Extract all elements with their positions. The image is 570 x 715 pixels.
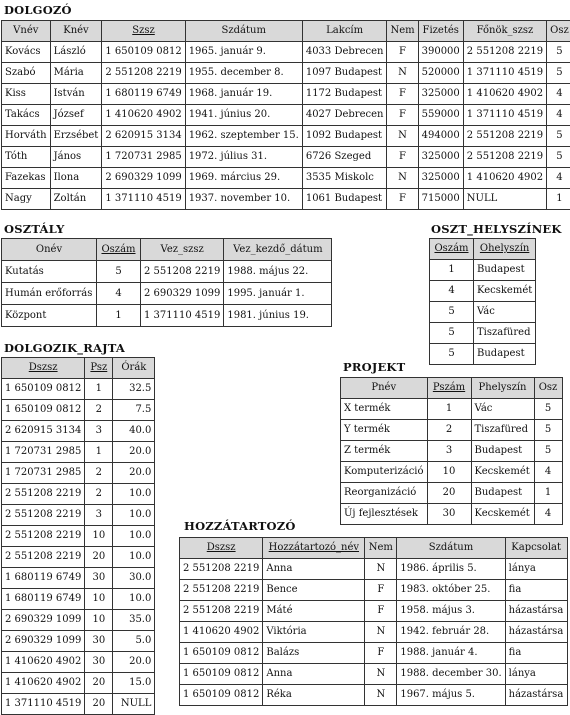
table-cell: 2 [85,400,113,421]
table-cell: 2 551208 2219 [102,63,185,84]
table-cell: 1061 Budapest [302,189,387,210]
table-cell: lánya [505,664,567,685]
table-cell: 4 [534,504,562,525]
hozzatartozo-header-row [180,538,568,559]
table-cell: 1 650109 0812 [180,643,263,664]
table-cell: 1955. december 8. [185,63,302,84]
column-header: Vez_kezdő_dátum [224,239,332,261]
table-cell: 20.0 [113,463,155,484]
column-header: Vez_szsz [141,239,224,261]
table-cell: 10.0 [113,589,155,610]
table-cell: 1 410620 4902 [180,622,263,643]
table-cell: Tóth [2,147,51,168]
table-cell: 1 410620 4902 [2,673,85,694]
table-cell: 1 410620 4902 [463,84,546,105]
column-header: Psz [85,358,113,379]
table-cell: 2 620915 3134 [102,126,185,147]
dolgozik-rajta-title: DOLGOZIK_RAJTA [4,341,125,355]
table-cell: 1 680119 6749 [2,589,85,610]
table-cell: 1983. október 25. [397,580,505,601]
table-row [2,673,155,694]
table-cell: 20 [427,483,471,504]
column-header: Kapcsolat [505,538,567,559]
table-row [2,42,570,63]
dolgozik-rajta-table [1,357,155,715]
column-header: Vnév [2,21,51,42]
table-cell: Központ [2,305,97,327]
column-header: Szdátum [397,538,505,559]
table-cell: 2 [85,484,113,505]
table-cell: 15.0 [113,673,155,694]
table-cell: Budapest [474,344,536,365]
table-row [2,505,155,526]
table-cell: Kiss [2,84,51,105]
table-cell: József [50,105,102,126]
table-cell: lánya [505,559,567,580]
table-row [2,261,332,283]
table-cell: 40.0 [113,421,155,442]
table-cell: N [365,664,397,685]
column-header: Fizetés [418,21,463,42]
table-cell: 4033 Debrecen [302,42,387,63]
table-cell: Új fejlesztések [341,504,428,525]
table-cell: 10.0 [113,526,155,547]
table-row [2,589,155,610]
table-cell: 5 [547,147,570,168]
table-cell: 325000 [418,168,463,189]
table-cell: 2 551208 2219 [463,42,546,63]
table-cell: 30 [427,504,471,525]
table-cell: 2 551208 2219 [2,547,85,568]
table-cell: 1 [534,483,562,504]
table-cell: 3 [427,441,471,462]
table-cell: házastársa [505,622,567,643]
table-row [430,260,536,281]
table-cell: Horváth [2,126,51,147]
table-row [180,601,568,622]
table-row [2,568,155,589]
table-row [2,694,155,715]
osztaly-table [1,238,332,327]
table-cell: László [50,42,102,63]
table-cell: 1942. február 28. [397,622,505,643]
table-cell: 6726 Szeged [302,147,387,168]
table-cell: 2 [427,420,471,441]
table-row [2,652,155,673]
table-cell: 325000 [418,84,463,105]
table-cell: 2 690329 1099 [102,168,185,189]
table-cell: 1 [430,260,474,281]
table-cell: 1 [547,189,570,210]
table-cell: 2 690329 1099 [2,610,85,631]
table-cell: Komputerizáció [341,462,428,483]
table-cell: 10.0 [113,505,155,526]
table-cell: 1092 Budapest [302,126,387,147]
table-cell: 1172 Budapest [302,84,387,105]
dolgozo-table [1,20,570,210]
table-cell: 1972. július 31. [185,147,302,168]
table-cell: 494000 [418,126,463,147]
table-row [430,344,536,365]
table-cell: Kecskemét [471,462,534,483]
table-cell: 520000 [418,63,463,84]
table-cell: 32.5 [113,379,155,400]
oszt-helyszinek-title: OSZT_HELYSZÍNEK [431,222,562,236]
table-cell: 1988. január 4. [397,643,505,664]
table-cell: Viktória [263,622,365,643]
table-row [2,463,155,484]
table-cell: Fazekas [2,168,51,189]
table-cell: 1967. május 5. [397,685,505,706]
table-cell: F [387,147,418,168]
table-cell: 5 [534,441,562,462]
table-cell: Kecskemét [474,281,536,302]
table-row [430,281,536,302]
table-cell: Tiszafüred [471,420,534,441]
table-cell: 1941. június 20. [185,105,302,126]
table-cell: Erzsébet [50,126,102,147]
table-cell: X termék [341,399,428,420]
dolgozo-header-row [2,21,570,42]
table-row [180,622,568,643]
table-cell: házastársa [505,601,567,622]
table-cell: 10.0 [113,547,155,568]
table-cell: 2 551208 2219 [180,580,263,601]
table-cell: 1965. január 9. [185,42,302,63]
oszt-helyszinek-table [429,238,536,365]
table-cell: 30 [85,631,113,652]
column-header: Oszám [430,239,474,260]
table-cell: Kovács [2,42,51,63]
table-cell: F [365,601,397,622]
table-cell: 2 551208 2219 [2,526,85,547]
table-cell: N [365,685,397,706]
table-cell: 20.0 [113,442,155,463]
column-header: Főnök_szsz [463,21,546,42]
table-cell: Vác [471,399,534,420]
table-cell: F [387,84,418,105]
table-cell: 10 [427,462,471,483]
table-cell: N [387,63,418,84]
table-cell: 4 [547,84,570,105]
table-cell: 5 [430,344,474,365]
table-cell: 1 371110 4519 [463,105,546,126]
osztaly-header-row [2,239,332,261]
table-cell: Máté [263,601,365,622]
projekt-header-row [341,378,563,399]
table-cell: N [387,126,418,147]
table-cell: 2 [85,463,113,484]
table-row [2,305,332,327]
table-cell: F [387,189,418,210]
table-cell: 715000 [418,189,463,210]
column-header: Osz [534,378,562,399]
column-header: Szdátum [185,21,302,42]
table-cell: 2 551208 2219 [180,601,263,622]
table-row [2,189,570,210]
table-cell: Humán erőforrás [2,283,97,305]
table-cell: 1962. szeptember 15. [185,126,302,147]
table-row [341,441,563,462]
table-cell: 2 551208 2219 [463,126,546,147]
column-header: Ohelyszín [474,239,536,260]
table-cell: 1 371110 4519 [2,694,85,715]
table-row [341,483,563,504]
column-header: Pnév [341,378,428,399]
column-header: Nem [365,538,397,559]
table-cell: Budapest [471,483,534,504]
table-cell: 1937. november 10. [185,189,302,210]
table-cell: Tiszafüred [474,323,536,344]
table-row [341,504,563,525]
table-cell: 1 650109 0812 [102,42,185,63]
table-cell: 390000 [418,42,463,63]
table-cell: F [387,105,418,126]
table-cell: 2 551208 2219 [463,147,546,168]
table-cell: 3 [85,421,113,442]
column-header: Onév [2,239,97,261]
table-row [2,484,155,505]
table-cell: 2 551208 2219 [141,261,224,283]
table-cell: 2 690329 1099 [2,631,85,652]
table-cell: fia [505,580,567,601]
table-cell: 1 410620 4902 [2,652,85,673]
hozzatartozo-title: HOZZÁTARTOZÓ [184,519,296,533]
table-cell: 30 [85,652,113,673]
table-cell: 10 [85,589,113,610]
table-cell: 4027 Debrecen [302,105,387,126]
table-cell: 7.5 [113,400,155,421]
table-cell: 1 371110 4519 [463,63,546,84]
table-row [2,84,570,105]
dolgozik-rajta-header-row [2,358,155,379]
table-row [180,685,568,706]
table-cell: 1 680119 6749 [102,84,185,105]
table-cell: János [50,147,102,168]
table-cell: Ilona [50,168,102,189]
table-cell: 10 [85,526,113,547]
table-cell: fia [505,643,567,664]
table-cell: 1 650109 0812 [180,685,263,706]
table-cell: F [365,580,397,601]
table-cell: Balázs [263,643,365,664]
table-cell: 1 680119 6749 [2,568,85,589]
column-header: Dszsz [180,538,263,559]
table-cell: 1 [85,379,113,400]
table-cell: 1 650109 0812 [2,379,85,400]
table-row [2,126,570,147]
table-cell: 1981. június 19. [224,305,332,327]
table-cell: 1 720731 2985 [102,147,185,168]
table-cell: Takács [2,105,51,126]
table-cell: 1 720731 2985 [2,463,85,484]
table-row [2,63,570,84]
table-row [2,379,155,400]
table-cell: Kutatás [2,261,97,283]
table-cell: Kecskemét [471,504,534,525]
table-cell: 325000 [418,147,463,168]
table-row [2,400,155,421]
oszt-helyszinek-header-row [430,239,536,260]
table-row [2,547,155,568]
table-cell: 1 371110 4519 [141,305,224,327]
table-cell: 1 [97,305,141,327]
table-cell: 5 [430,323,474,344]
table-cell: Y termék [341,420,428,441]
table-cell: 30.0 [113,568,155,589]
table-row [2,526,155,547]
column-header: Nem [387,21,418,42]
table-cell: N [365,559,397,580]
table-row [180,559,568,580]
table-cell: 1958. május 3. [397,601,505,622]
table-cell: Mária [50,63,102,84]
table-cell: N [387,168,418,189]
table-cell: István [50,84,102,105]
column-header: Szsz [102,21,185,42]
table-cell: házastársa [505,685,567,706]
table-row [2,283,332,305]
table-row [341,399,563,420]
projekt-title: PROJEKT [343,360,405,374]
table-cell: 1 [85,442,113,463]
table-cell: 5.0 [113,631,155,652]
table-cell: Anna [263,664,365,685]
table-row [2,610,155,631]
table-cell: Vác [474,302,536,323]
table-cell: Nagy [2,189,51,210]
column-header: Knév [50,21,102,42]
table-row [180,580,568,601]
table-row [341,462,563,483]
table-cell: F [387,42,418,63]
table-cell: 4 [430,281,474,302]
table-row [2,442,155,463]
table-cell: Szabó [2,63,51,84]
table-cell: N [365,622,397,643]
table-cell: 2 551208 2219 [180,559,263,580]
table-cell: 1 [427,399,471,420]
table-cell: 4 [547,105,570,126]
table-cell: 20 [85,673,113,694]
table-cell: 2 620915 3134 [2,421,85,442]
table-cell: Z termék [341,441,428,462]
table-cell: 1 720731 2985 [2,442,85,463]
table-cell: Reorganizáció [341,483,428,504]
table-cell: 20 [85,694,113,715]
table-cell: Réka [263,685,365,706]
table-cell: 5 [547,63,570,84]
table-cell: 559000 [418,105,463,126]
table-cell: NULL [113,694,155,715]
column-header: Osz [547,21,570,42]
table-cell: 20 [85,547,113,568]
table-cell: 1097 Budapest [302,63,387,84]
table-cell: 1969. március 29. [185,168,302,189]
table-row [180,643,568,664]
table-cell: 1 650109 0812 [180,664,263,685]
table-cell: 2 551208 2219 [2,505,85,526]
table-cell: 30 [85,568,113,589]
table-cell: 20.0 [113,652,155,673]
table-cell: 1986. április 5. [397,559,505,580]
table-cell: 10 [85,610,113,631]
table-cell: Zoltán [50,189,102,210]
table-cell: 5 [547,42,570,63]
table-cell: 4 [97,283,141,305]
column-header: Órák [113,358,155,379]
column-header: Pszám [427,378,471,399]
table-cell: 5 [97,261,141,283]
column-header: Hozzátartozó_név [263,538,365,559]
table-cell: 4 [534,462,562,483]
table-cell: 5 [547,126,570,147]
table-cell: 1988. december 30. [397,664,505,685]
table-cell: 1 371110 4519 [102,189,185,210]
table-cell: 1 410620 4902 [102,105,185,126]
table-row [430,323,536,344]
column-header: Lakcím [302,21,387,42]
table-cell: Anna [263,559,365,580]
table-cell: Budapest [474,260,536,281]
table-cell: Budapest [471,441,534,462]
table-cell: Bence [263,580,365,601]
projekt-table [340,377,563,525]
table-cell: 1 650109 0812 [2,400,85,421]
table-row [2,631,155,652]
table-cell: 2 551208 2219 [2,484,85,505]
table-cell: 1968. január 19. [185,84,302,105]
table-cell: 1 410620 4902 [463,168,546,189]
table-row [180,664,568,685]
table-cell: 5 [430,302,474,323]
osztaly-title: OSZTÁLY [4,222,65,236]
hozzatartozo-table [179,537,568,706]
table-cell: 10.0 [113,484,155,505]
table-cell: 3535 Miskolc [302,168,387,189]
dolgozo-title: DOLGOZÓ [4,3,72,17]
table-cell: 1995. január 1. [224,283,332,305]
table-cell: 2 690329 1099 [141,283,224,305]
column-header: Dszsz [2,358,85,379]
table-row [2,147,570,168]
table-cell: 5 [534,420,562,441]
column-header: Oszám [97,239,141,261]
table-row [341,420,563,441]
column-header: Phelyszín [471,378,534,399]
table-row [430,302,536,323]
table-cell: F [365,643,397,664]
table-cell: 5 [534,399,562,420]
table-cell: 4 [547,168,570,189]
table-row [2,168,570,189]
table-cell: NULL [463,189,546,210]
table-row [2,105,570,126]
table-cell: 1988. május 22. [224,261,332,283]
table-cell: 3 [85,505,113,526]
table-cell: 35.0 [113,610,155,631]
table-row [2,421,155,442]
